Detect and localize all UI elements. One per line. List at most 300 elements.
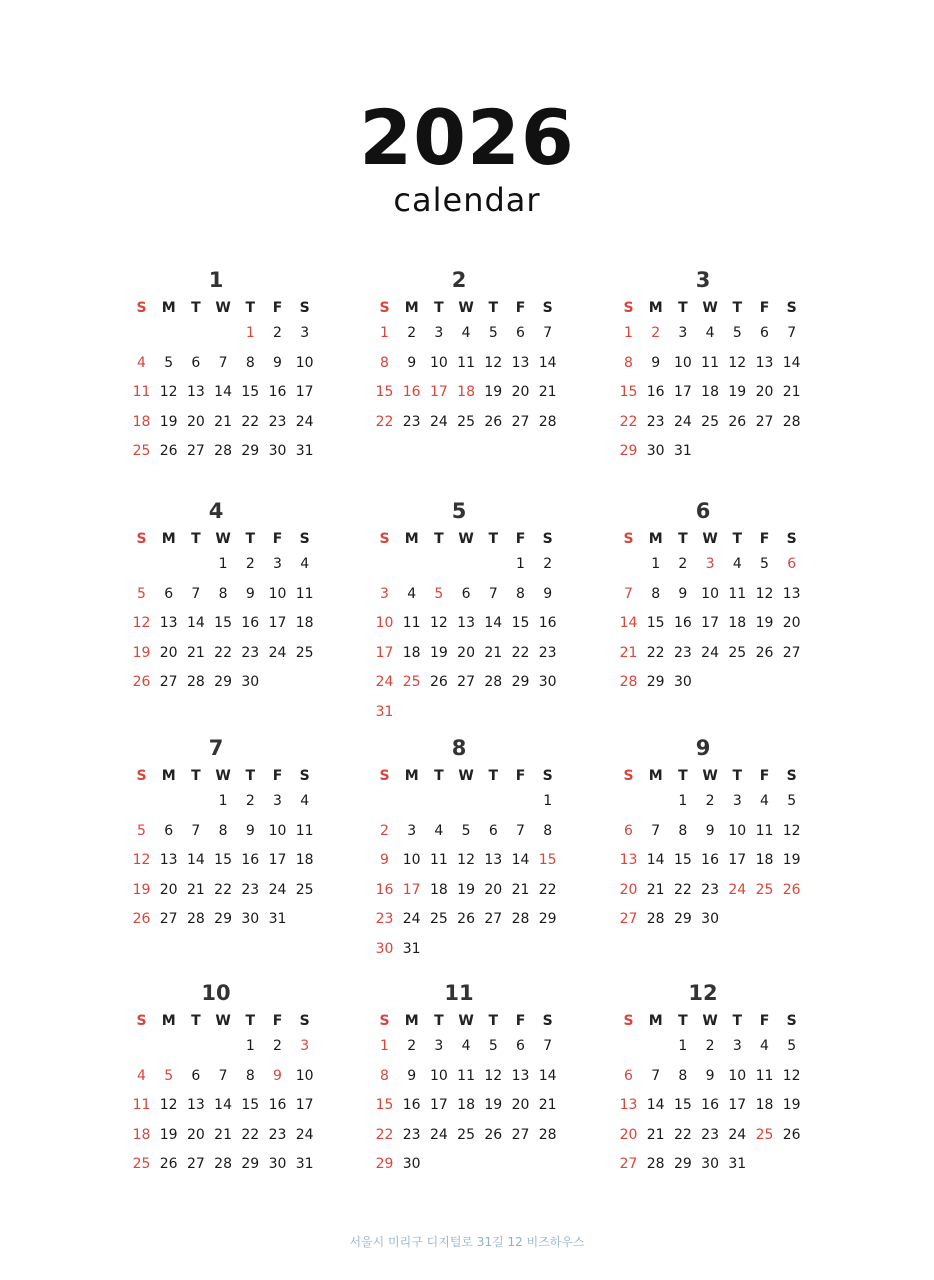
calendar-day: 19 <box>484 384 503 401</box>
calendar-day: 6 <box>787 556 797 572</box>
calendar-day: 17 <box>673 384 692 401</box>
weekday-header: T <box>434 1013 444 1029</box>
calendar-day: 12 <box>429 615 448 632</box>
calendar-day: 1 <box>218 556 228 572</box>
calendar-day: 15 <box>214 615 232 632</box>
calendar-day: 23 <box>402 413 421 430</box>
weekday-header: T <box>245 531 256 547</box>
calendar-day: 22 <box>375 1126 394 1143</box>
calendar-day: 9 <box>705 822 715 839</box>
calendar-day: 9 <box>380 852 389 869</box>
calendar-day: 1 <box>678 1038 688 1054</box>
calendar-day: 2 <box>407 325 417 341</box>
calendar-day: 18 <box>457 1097 475 1114</box>
month-number: 6 <box>695 499 711 523</box>
calendar-day: 11 <box>728 585 747 602</box>
calendar-day: 25 <box>457 1126 475 1143</box>
weekday-header: S <box>136 768 147 784</box>
calendar-day: 19 <box>728 384 747 401</box>
calendar-day: 8 <box>245 1067 255 1084</box>
calendar-day: 29 <box>673 911 692 928</box>
weekday-header: T <box>191 1013 201 1029</box>
calendar-day: 5 <box>488 325 498 341</box>
weekday-header: M <box>404 768 419 784</box>
weekday-header: S <box>542 531 553 547</box>
calendar-day: 13 <box>782 585 801 602</box>
weekday-header: T <box>488 768 499 784</box>
calendar-day: 28 <box>538 413 557 430</box>
weekday-header: S <box>623 300 634 316</box>
calendar-day: 4 <box>407 585 417 602</box>
calendar-day: 19 <box>484 1097 503 1114</box>
calendar-day: 6 <box>488 822 498 839</box>
weekday-header: S <box>623 1013 634 1029</box>
calendar-day: 31 <box>295 443 314 460</box>
calendar-day: 3 <box>678 325 688 341</box>
month-number: 12 <box>688 981 718 1005</box>
weekday-header: S <box>299 531 310 547</box>
calendar-day: 29 <box>538 911 557 928</box>
calendar-day: 11 <box>295 585 314 602</box>
calendar-day: 24 <box>701 644 719 661</box>
calendar-day: 8 <box>380 354 389 371</box>
calendar-day: 25 <box>701 413 719 430</box>
calendar-day: 14 <box>484 615 503 632</box>
calendar-day: 12 <box>132 852 151 869</box>
calendar-day: 6 <box>760 325 769 341</box>
calendar-day: 26 <box>484 1126 503 1143</box>
calendar-day: 6 <box>461 585 471 602</box>
calendar-day: 10 <box>701 585 719 602</box>
calendar-day: 9 <box>407 1067 417 1084</box>
month-number: 3 <box>695 268 711 292</box>
calendar-day: 7 <box>787 325 797 341</box>
calendar-day: 23 <box>268 1126 287 1143</box>
weekday-header: F <box>759 1013 770 1029</box>
calendar-day: 21 <box>538 384 557 401</box>
calendar-day: 29 <box>375 1156 394 1173</box>
calendar-day: 4 <box>137 1067 146 1084</box>
calendar-day: 25 <box>755 881 774 898</box>
calendar-day: 20 <box>782 615 801 632</box>
calendar-day: 30 <box>241 911 260 928</box>
calendar-day: 8 <box>245 354 255 371</box>
calendar-day: 8 <box>543 822 553 839</box>
calendar-day: 23 <box>673 644 692 661</box>
calendar-day: 21 <box>214 1126 232 1143</box>
calendar-day: 2 <box>273 325 282 341</box>
calendar-day: 20 <box>755 384 774 401</box>
calendar-day: 1 <box>245 325 255 341</box>
calendar-day: 16 <box>241 852 260 869</box>
calendar-day: 31 <box>268 911 287 928</box>
calendar-day: 31 <box>402 941 421 957</box>
calendar-day: 5 <box>137 585 146 602</box>
calendar-day: 25 <box>295 881 314 898</box>
calendar-day: 27 <box>457 674 475 691</box>
weekday-header: T <box>732 768 743 784</box>
calendar-day: 16 <box>268 1097 287 1114</box>
calendar-day: 6 <box>191 1067 201 1084</box>
calendar-day: 26 <box>728 413 747 430</box>
calendar-day: 5 <box>732 325 742 341</box>
calendar-day: 14 <box>538 1067 557 1084</box>
calendar-day: 10 <box>429 1067 448 1084</box>
calendar-day: 24 <box>295 413 314 430</box>
calendar-day: 27 <box>511 1126 530 1143</box>
calendar-day: 15 <box>511 615 530 632</box>
calendar-day: 1 <box>651 556 661 572</box>
calendar-day: 19 <box>429 644 448 661</box>
weekday-header: M <box>404 300 419 316</box>
calendar-day: 13 <box>619 1097 638 1114</box>
weekday-header: T <box>488 300 499 316</box>
calendar-day: 10 <box>402 852 421 869</box>
calendar-day: 2 <box>678 556 688 572</box>
calendar-day: 21 <box>538 1097 557 1114</box>
weekday-header: T <box>488 531 499 547</box>
calendar-day: 15 <box>375 384 394 401</box>
calendar-day: 17 <box>728 1097 747 1114</box>
weekday-header: F <box>272 768 283 784</box>
calendar-day: 3 <box>434 325 444 341</box>
calendar-day: 11 <box>457 1067 475 1084</box>
calendar-day: 25 <box>132 443 151 460</box>
calendar-day: 8 <box>218 585 228 602</box>
calendar-day: 22 <box>673 881 692 898</box>
weekday-header: T <box>245 768 256 784</box>
month-number: 5 <box>451 499 467 523</box>
calendar-day: 9 <box>705 1067 715 1084</box>
calendar-day: 28 <box>186 674 205 691</box>
calendar-day: 14 <box>782 354 801 371</box>
calendar-day: 13 <box>511 1067 530 1084</box>
calendar-day: 20 <box>186 1126 205 1143</box>
calendar-day: 22 <box>538 881 557 898</box>
calendar-day: 12 <box>484 1067 503 1084</box>
calendar-day: 28 <box>646 1156 665 1173</box>
calendar-day: 26 <box>484 413 503 430</box>
calendar-day: 17 <box>295 384 314 401</box>
weekday-header: S <box>542 300 553 316</box>
calendar-day: 9 <box>651 354 661 371</box>
calendar-day: 24 <box>268 881 287 898</box>
calendar-day: 2 <box>245 556 255 572</box>
calendar-day: 6 <box>624 822 633 839</box>
calendar-day: 24 <box>429 1126 448 1143</box>
calendar-day: 3 <box>705 556 715 572</box>
calendar-day: 14 <box>186 615 205 632</box>
calendar-day: 21 <box>619 644 638 661</box>
calendar-day: 8 <box>678 1067 688 1084</box>
weekday-header: S <box>136 1013 147 1029</box>
calendar-day: 26 <box>782 1126 801 1143</box>
calendar-day: 8 <box>380 1067 389 1084</box>
calendar-day: 17 <box>429 384 448 401</box>
calendar-day: 11 <box>402 615 421 632</box>
calendar-day: 20 <box>159 644 178 661</box>
calendar-day: 21 <box>484 644 503 661</box>
calendar-day: 3 <box>300 1038 310 1054</box>
calendar-day: 25 <box>728 644 747 661</box>
calendar-day: 7 <box>218 354 228 371</box>
calendar-day: 18 <box>728 615 747 632</box>
calendar-day: 24 <box>728 1126 747 1143</box>
calendar-day: 10 <box>728 1067 747 1084</box>
calendar-day: 15 <box>673 1097 692 1114</box>
calendar-day: 30 <box>538 674 557 691</box>
calendar-day: 4 <box>434 822 444 839</box>
calendar-day: 8 <box>218 822 228 839</box>
calendar-day: 9 <box>407 354 417 371</box>
calendar-day: 24 <box>295 1126 314 1143</box>
weekday-header: T <box>678 1013 688 1029</box>
calendar-day: 18 <box>755 852 774 869</box>
calendar-day: 30 <box>268 443 287 460</box>
calendar-day: 20 <box>619 881 638 898</box>
calendar-day: 11 <box>132 1097 151 1114</box>
weekday-header: W <box>702 1013 718 1029</box>
weekday-header: S <box>786 768 797 784</box>
calendar-day: 1 <box>218 793 228 809</box>
weekday-header: F <box>272 531 283 547</box>
calendar-day: 23 <box>538 644 557 661</box>
calendar-day: 28 <box>511 911 530 928</box>
calendar-day: 24 <box>402 911 421 928</box>
calendar-day: 20 <box>511 1097 530 1114</box>
calendar-day: 16 <box>646 384 665 401</box>
calendar-day: 26 <box>159 1156 178 1173</box>
calendar-day: 7 <box>218 1067 228 1084</box>
calendar-day: 3 <box>273 793 282 809</box>
calendar-day: 16 <box>701 1097 719 1114</box>
calendar-day: 29 <box>214 911 232 928</box>
weekday-header: F <box>759 768 770 784</box>
calendar-day: 17 <box>728 852 747 869</box>
calendar-day: 24 <box>429 413 448 430</box>
calendar-day: 16 <box>701 852 719 869</box>
calendar-day: 8 <box>624 354 633 371</box>
calendar-day: 11 <box>755 1067 774 1084</box>
calendar-day: 5 <box>137 822 146 839</box>
calendar-day: 18 <box>701 384 719 401</box>
calendar-day: 27 <box>484 911 503 928</box>
weekday-header: M <box>161 300 176 316</box>
calendar-day: 6 <box>164 822 174 839</box>
calendar-day: 20 <box>186 413 205 430</box>
calendar-day: 28 <box>646 911 665 928</box>
calendar-day: 25 <box>457 413 475 430</box>
calendar-day: 16 <box>241 615 260 632</box>
calendar-day: 8 <box>678 822 688 839</box>
calendar-day: 12 <box>132 615 151 632</box>
weekday-header: S <box>379 768 390 784</box>
calendar-day: 7 <box>191 585 201 602</box>
calendar-day: 21 <box>646 1126 665 1143</box>
calendar-day: 30 <box>402 1156 421 1173</box>
weekday-header: W <box>458 1013 474 1029</box>
month-number: 8 <box>451 736 467 760</box>
weekday-header: W <box>458 768 474 784</box>
calendar-day: 23 <box>646 413 665 430</box>
calendar-day: 30 <box>375 941 394 957</box>
calendar-day: 28 <box>186 911 205 928</box>
weekday-header: M <box>648 300 663 316</box>
calendar-day: 22 <box>241 413 260 430</box>
calendar-day: 3 <box>273 556 282 572</box>
weekday-header: S <box>379 1013 390 1029</box>
calendar-day: 7 <box>516 822 525 839</box>
calendar-day: 31 <box>728 1156 747 1173</box>
calendar-day: 17 <box>375 644 394 661</box>
calendar-day: 21 <box>782 384 801 401</box>
calendar-day: 3 <box>300 325 310 341</box>
calendar-day: 5 <box>434 585 444 602</box>
month-number: 9 <box>695 736 711 760</box>
calendar-day: 26 <box>457 911 475 928</box>
weekday-header: M <box>161 768 176 784</box>
weekday-header: W <box>702 531 718 547</box>
weekday-header: M <box>161 531 176 547</box>
calendar-day: 29 <box>619 443 638 460</box>
calendar-day: 21 <box>186 881 205 898</box>
calendar-day: 31 <box>375 704 394 720</box>
calendar-day: 17 <box>268 852 287 869</box>
calendar-day: 26 <box>429 674 448 691</box>
calendar-day: 14 <box>538 354 557 371</box>
calendar-day: 9 <box>543 585 553 602</box>
calendar-day: 23 <box>701 881 719 898</box>
calendar-day: 2 <box>651 325 661 341</box>
calendar-day: 18 <box>295 852 314 869</box>
calendar-day: 4 <box>137 354 146 371</box>
calendar-day: 10 <box>268 585 287 602</box>
calendar-day: 1 <box>245 1038 255 1054</box>
calendar-day: 4 <box>705 325 715 341</box>
calendar-day: 6 <box>516 325 525 341</box>
calendar-day: 15 <box>375 1097 394 1114</box>
calendar-day: 7 <box>543 325 553 341</box>
calendar-day: 26 <box>755 644 774 661</box>
calendar-day: 5 <box>787 793 797 809</box>
calendar-day: 5 <box>461 822 471 839</box>
weekday-header: W <box>702 300 718 316</box>
weekday-header: W <box>215 300 231 316</box>
weekday-header: T <box>488 1013 499 1029</box>
weekday-header: S <box>786 1013 797 1029</box>
calendar-day: 12 <box>159 1097 178 1114</box>
calendar-day: 9 <box>245 822 255 839</box>
weekday-header: F <box>515 531 526 547</box>
calendar-day: 11 <box>295 822 314 839</box>
month-number: 4 <box>208 499 224 523</box>
calendar-day: 3 <box>407 822 417 839</box>
calendar-day: 13 <box>457 615 475 632</box>
calendar-day: 1 <box>380 325 389 341</box>
calendar-day: 16 <box>402 1097 421 1114</box>
calendar-day: 12 <box>457 852 475 869</box>
calendar-day: 18 <box>457 384 475 401</box>
calendar-day: 31 <box>673 443 692 460</box>
calendar-day: 9 <box>273 1067 282 1084</box>
calendar-day: 18 <box>755 1097 774 1114</box>
calendar-day: 29 <box>241 443 260 460</box>
month-number: 11 <box>444 981 474 1005</box>
footer-address: 서울시 미리구 디지털로 31길 12 비즈하우스 <box>349 1235 585 1249</box>
calendar-day: 17 <box>268 615 287 632</box>
calendar-day: 5 <box>164 354 174 371</box>
calendar-day: 30 <box>701 911 719 928</box>
calendar-day: 6 <box>624 1067 633 1084</box>
calendar-day: 27 <box>159 674 178 691</box>
weekday-header: S <box>542 1013 553 1029</box>
calendar-day: 26 <box>132 674 151 691</box>
calendar-day: 6 <box>516 1038 525 1054</box>
calendar-day: 19 <box>159 1126 178 1143</box>
calendar-day: 3 <box>732 793 742 809</box>
calendar-day: 11 <box>429 852 448 869</box>
calendar-day: 2 <box>273 1038 282 1054</box>
calendar-day: 19 <box>457 881 475 898</box>
calendar-day: 18 <box>402 644 421 661</box>
calendar-day: 15 <box>673 852 692 869</box>
calendar-day: 21 <box>186 644 205 661</box>
weekday-header: T <box>191 531 201 547</box>
calendar-day: 11 <box>701 354 719 371</box>
weekday-header: T <box>434 300 444 316</box>
calendar-year-title: 2026 <box>359 93 575 182</box>
calendar-day: 23 <box>701 1126 719 1143</box>
calendar-day: 13 <box>619 852 638 869</box>
calendar-day: 27 <box>619 1156 638 1173</box>
calendar-day: 22 <box>646 644 665 661</box>
weekday-header: F <box>759 300 770 316</box>
calendar-day: 6 <box>191 354 201 371</box>
calendar-day: 14 <box>646 1097 665 1114</box>
calendar-day: 20 <box>159 881 178 898</box>
weekday-header: F <box>272 300 283 316</box>
calendar-day: 12 <box>728 354 747 371</box>
calendar-day: 12 <box>782 822 801 839</box>
calendar-day: 5 <box>488 1038 498 1054</box>
calendar-day: 1 <box>380 1038 389 1054</box>
calendar-day: 8 <box>651 585 661 602</box>
weekday-header: W <box>458 531 474 547</box>
calendar-subtitle: calendar <box>393 181 541 219</box>
calendar-day: 21 <box>646 881 665 898</box>
calendar-day: 23 <box>375 911 394 928</box>
calendar-day: 2 <box>407 1038 417 1054</box>
calendar-day: 9 <box>678 585 688 602</box>
calendar-day: 28 <box>782 413 801 430</box>
month-number: 7 <box>208 736 224 760</box>
calendar-day: 28 <box>214 443 232 460</box>
weekday-header: T <box>732 1013 743 1029</box>
calendar-day: 27 <box>186 1156 205 1173</box>
weekday-header: S <box>299 1013 310 1029</box>
calendar-day: 20 <box>619 1126 638 1143</box>
calendar-day: 13 <box>484 852 503 869</box>
calendar-day: 4 <box>732 556 742 572</box>
calendar-day: 7 <box>191 822 201 839</box>
calendar-day: 28 <box>484 674 503 691</box>
calendar-day: 22 <box>214 881 232 898</box>
calendar-day: 27 <box>755 413 774 430</box>
calendar-day: 11 <box>755 822 774 839</box>
calendar-day: 14 <box>186 852 205 869</box>
weekday-header: S <box>136 531 147 547</box>
calendar-day: 4 <box>760 1038 769 1054</box>
